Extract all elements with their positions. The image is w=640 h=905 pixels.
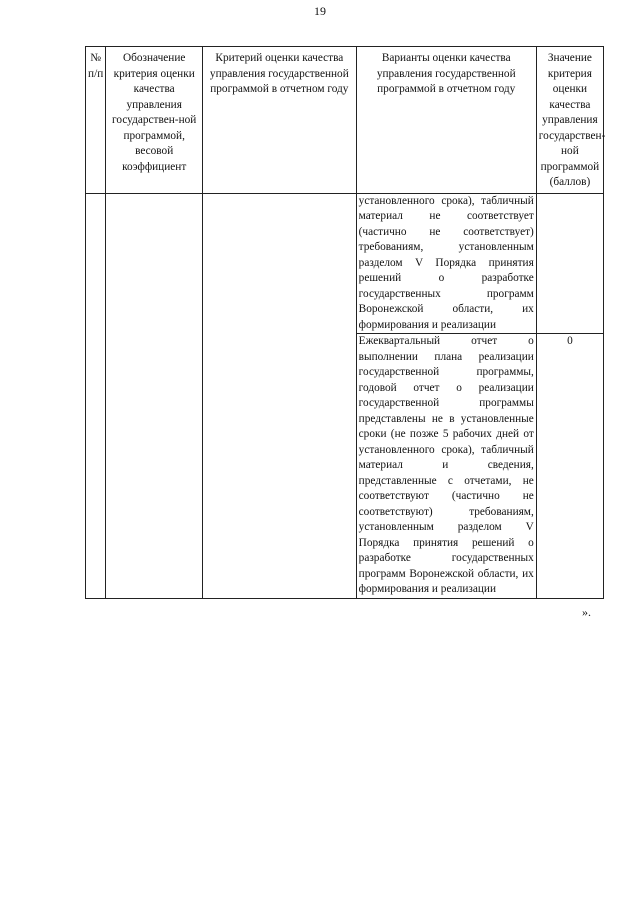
header-variants: Варианты оценки качества управления государственной программой в отчетном году: [356, 47, 536, 194]
header-score: Значение критерия оценки качества управления государствен-ной программой (баллов): [536, 47, 603, 194]
closing-quote: ».: [582, 605, 591, 619]
table-row: [86, 193, 604, 334]
table-header-row: [86, 47, 604, 194]
header-criterion-designation: Обозначение критерия оценки качества управления государствен-ной программой, весовой коэффициент: [106, 47, 203, 194]
cell-variant: установленного срока), табличный материал не соответствует (частично не соответствует) требованиям, установленным разделом V Порядка принятия решений о разработке государственных программ Воронежской области, их формирования и реализации: [356, 193, 536, 334]
page-number: 19: [314, 4, 326, 18]
header-criterion: Критерий оценки качества управления государственной программой в отчетном году: [203, 47, 357, 194]
cell-score: [536, 193, 603, 334]
criteria-table: [85, 46, 604, 599]
cell-designation: [106, 193, 203, 598]
cell-score: 0: [536, 334, 603, 599]
cell-variant: Ежеквартальный отчет о выполнении плана реализации государственной программы, годовой отчет о реализации государственной программы представлены не в установленные сроки (не позже 5 рабочих дней от установленного срока), табличный материал и сведения, представленные с отчетами, не соответствуют (частично не соответствуют) требованиям, установленным разделом V Порядка принятия решений о разработке государственных программ Воронежской области, их формирования и реализации: [356, 334, 536, 599]
cell-criterion: [203, 193, 357, 598]
header-number: № п/п: [86, 47, 106, 194]
cell-number: [86, 193, 106, 598]
